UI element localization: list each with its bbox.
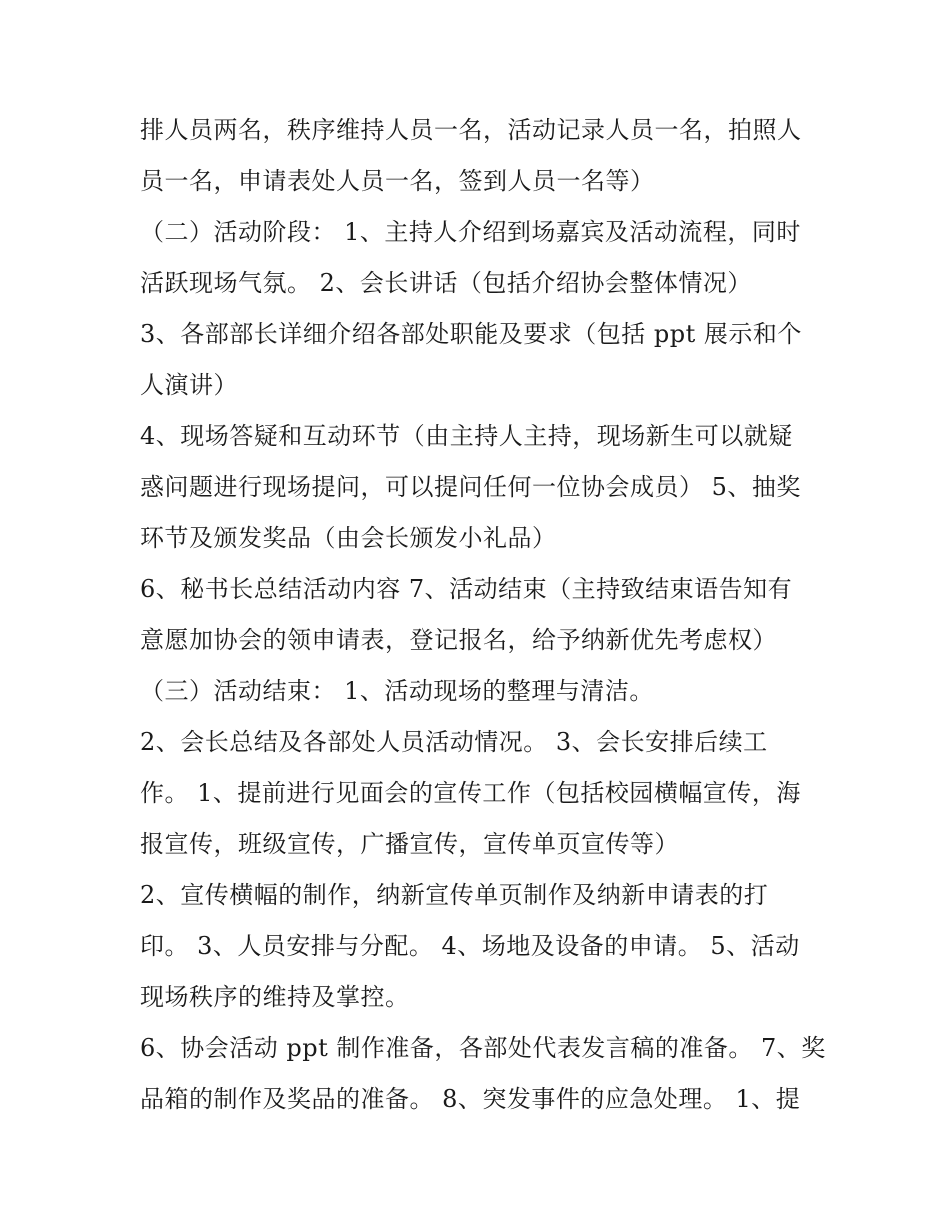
text-line: 2、宣传横幅的制作，纳新宣传单页制作及纳新申请表的打 bbox=[140, 881, 769, 909]
text-line: 4、现场答疑和互动环节（由主持人主持，现场新生可以就疑 bbox=[140, 422, 793, 450]
text-line: 惑问题进行现场提问，可以提问任何一位协会成员） 5、抽奖 bbox=[140, 473, 801, 501]
text-line: 3、各部部长详细介绍各部处职能及要求（包括 ppt 展示和个 bbox=[140, 320, 802, 348]
text-line: （二）活动阶段： 1、主持人介绍到场嘉宾及活动流程，同时 bbox=[140, 218, 801, 246]
text-line: （三）活动结束： 1、活动现场的整理与清洁。 bbox=[140, 677, 654, 705]
text-line: 作。 1、提前进行见面会的宣传工作（包括校园横幅宣传，海 bbox=[140, 779, 801, 807]
text-line: 活跃现场气氛。 2、会长讲话（包括介绍协会整体情况） bbox=[140, 269, 752, 297]
text-line: 现场秩序的维持及掌控。 bbox=[140, 983, 410, 1011]
text-line: 报宣传，班级宣传，广播宣传，宣传单页宣传等） bbox=[140, 830, 679, 858]
text-line: 意愿加协会的领申请表，登记报名，给予纳新优先考虑权） bbox=[140, 626, 777, 654]
text-line: 环节及颁发奖品（由会长颁发小礼品） bbox=[140, 524, 557, 552]
text-line: 6、秘书长总结活动内容 7、活动结束（主持致结束语告知有 bbox=[140, 575, 793, 603]
text-line: 印。 3、人员安排与分配。 4、场地及设备的申请。 5、活动 bbox=[140, 932, 800, 960]
text-line: 排人员两名，秩序维持人员一名，活动记录人员一名，拍照人 bbox=[140, 116, 802, 144]
text-line: 品箱的制作及奖品的准备。 8、突发事件的应急处理。 1、提 bbox=[140, 1085, 801, 1113]
text-line: 员一名，申请表处人员一名，签到人员一名等） bbox=[140, 167, 655, 195]
text-line: 人演讲） bbox=[140, 371, 238, 399]
text-line: 2、会长总结及各部处人员活动情况。 3、会长安排后续工 bbox=[140, 728, 768, 756]
text-line: 6、协会活动 ppt 制作准备，各部处代表发言稿的准备。 7、奖 bbox=[140, 1034, 826, 1062]
